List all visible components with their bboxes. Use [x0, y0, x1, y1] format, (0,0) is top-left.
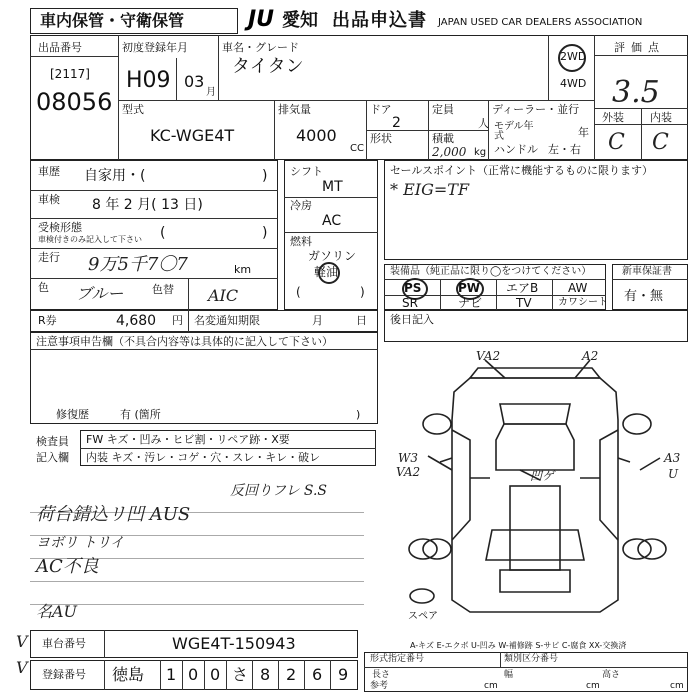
color-change-label: 色替 — [152, 283, 174, 296]
doors-label: ドア — [370, 103, 392, 116]
notes-label: 注意事項申告欄（不具合内容等は具体的に記入して下さい） — [36, 335, 333, 348]
diagram-label-u: U — [668, 467, 679, 481]
reg-char-5: さ — [232, 665, 249, 684]
load-label: 積載 — [432, 132, 454, 145]
warranty-open: ( — [160, 225, 166, 241]
load-unit: kg — [474, 147, 487, 158]
equip-airbag: エアB — [506, 281, 539, 295]
equip-aw: AW — [568, 281, 588, 295]
fuel-label: 燃料 — [290, 235, 312, 248]
first-reg-month-unit: 月 — [206, 87, 216, 98]
rating-label: 評価点 — [614, 41, 665, 54]
history-label: 車歴 — [38, 165, 60, 178]
reg-char-6: 8 — [260, 665, 271, 684]
warranty-label: 受検形態 — [38, 221, 82, 234]
recycle-value: 4,680 — [116, 313, 157, 329]
handle-label: ハンドル — [494, 143, 538, 156]
fuel-alt: 軽油 — [314, 265, 339, 279]
first-reg-year: H09 — [126, 68, 171, 93]
first-reg-label: 初度登録年月 — [122, 41, 188, 54]
registration-label: 登録番号 — [42, 668, 86, 681]
recycle-unit: 円 — [172, 314, 183, 327]
recycle-label: R券 — [38, 314, 57, 327]
first-reg-month: 03 — [184, 72, 205, 91]
lot-bracket-number: [2117] — [50, 67, 90, 81]
height-unit: cm — [670, 681, 684, 691]
reg-char-2: 1 — [166, 665, 177, 684]
name-change-day: 日 — [356, 314, 367, 327]
equip-pw: PW — [458, 281, 481, 295]
load-value: 2,000 — [432, 145, 467, 159]
car-name-label: 車名・グレード — [222, 41, 299, 54]
reg-char-7: 2 — [286, 665, 297, 684]
reg-char-9: 9 — [338, 665, 349, 684]
repair-value: 有 (箇所 — [120, 408, 161, 421]
diagram-label-va2-side: VA2 — [396, 465, 421, 479]
dealer-label: ディーラー・並行 — [492, 103, 580, 116]
model-year-label: モデル年式 — [494, 121, 534, 142]
chassis-label: 車台番号 — [42, 637, 86, 650]
displacement-unit: CC — [350, 143, 364, 154]
association-name: JAPAN USED CAR DEALERS ASSOCIATION — [438, 17, 643, 28]
color-label: 色 — [38, 281, 49, 294]
shift-value: MT — [322, 179, 343, 195]
storage-label: 車内保管・守衛保管 — [40, 11, 185, 30]
model-value: KC-WGE4T — [150, 126, 235, 145]
sales-point-label: セールスポイント（正常に機能するものに限ります） — [390, 164, 654, 177]
mileage-value: 9万5千7〇7 — [88, 254, 188, 275]
shaken-value: 8 年 2 月( 13 日) — [92, 197, 203, 213]
handwritten-line-1: 反回りフレ S.S — [230, 483, 328, 499]
form-title: 出品申込書 — [332, 10, 427, 31]
sales-point-value: * EIG=TF — [390, 180, 470, 199]
reg-char-1: 徳島 — [112, 665, 145, 684]
handwritten-line-5: 名AU — [36, 602, 78, 621]
width-unit: cm — [586, 681, 600, 691]
fuel-open: ( — [296, 285, 301, 299]
diagram-label-va2-top: VA2 — [476, 349, 501, 363]
width-label: 幅 — [504, 670, 514, 680]
equip-ps: PS — [404, 281, 422, 295]
height-label: 高さ — [602, 670, 621, 680]
diagram-label-a3: A3 — [664, 451, 681, 465]
ref-label: 参考 — [370, 681, 389, 691]
damage-legend: A-キズ E-エクボ U-凹み W-補修跡 S-サビ C-腐食 XX-交換済 — [410, 641, 627, 650]
handwritten-line-2: 荷台錆込リ凹 AUS — [36, 504, 191, 525]
inspector-row-1: FW キズ・凹み・ヒビ割・リペア跡・X要 — [86, 433, 290, 446]
lot-label: 出品番号 — [38, 41, 82, 54]
warranty-note: 車検付きのみ記入して下さい — [38, 235, 142, 244]
car-name-value: タイタン — [232, 56, 304, 77]
fuel-value: ガソリン — [308, 249, 357, 263]
new-warranty-value: 有・無 — [624, 289, 664, 304]
name-change-month: 月 — [312, 314, 323, 327]
diagram-label-a2: A2 — [582, 349, 599, 363]
color-value: ブルー — [76, 284, 124, 303]
lot-number: 08056 — [36, 88, 113, 116]
length-label: 長さ — [372, 670, 391, 680]
handle-value: 左・右 — [548, 143, 581, 156]
repair-close: ) — [356, 408, 361, 421]
equipment-label: 装備品（純正品に限り◯をつけてください） — [390, 266, 592, 277]
class-no-label: 類別区分番号 — [504, 654, 559, 664]
equip-leather: カワシート — [558, 297, 608, 308]
mileage-unit: km — [234, 263, 252, 276]
length-unit: cm — [484, 681, 498, 691]
ju-logo: JU — [248, 7, 275, 32]
reg-char-4: 0 — [210, 665, 221, 684]
model-label: 型式 — [122, 103, 144, 116]
fuel-close: ) — [360, 285, 365, 299]
after-spec-label: 後日記入 — [390, 313, 434, 326]
shift-label: シフト — [290, 165, 323, 178]
drive-2wd: 2WD — [560, 50, 587, 63]
inspector-row-2: 内装 キズ・汚レ・コゲ・穴・スレ・キレ・破レ — [86, 451, 321, 464]
inspector-label-1: 検査員 — [36, 435, 69, 448]
handwritten-line-3: ヨボリ トリイ — [36, 535, 125, 551]
displacement-label: 排気量 — [278, 103, 311, 116]
spec-no-label: 形式指定番号 — [370, 654, 425, 664]
model-year-unit: 年 — [578, 126, 589, 139]
interior-label: 内装 — [650, 111, 672, 124]
exterior-grade: C — [608, 130, 625, 155]
reg-char-8: 6 — [312, 665, 323, 684]
drive-4wd: 4WD — [560, 77, 587, 90]
new-warranty-label: 新車保証書 — [622, 266, 672, 277]
interior-grade: C — [652, 130, 669, 155]
rating-score: 3.5 — [612, 75, 660, 110]
shaken-label: 車検 — [38, 193, 60, 206]
equip-sr: SR — [402, 296, 418, 310]
exterior-label: 外装 — [602, 111, 624, 124]
displacement-value: 4000 — [296, 126, 337, 145]
warranty-close: ) — [262, 225, 268, 241]
check-mark-2: V — [16, 658, 28, 677]
history-close: ) — [262, 168, 268, 184]
inspector-label-2: 記入欄 — [36, 451, 69, 464]
capacity-unit: 人 — [478, 117, 489, 130]
aircon-value: AC — [322, 213, 342, 229]
shape-label: 形状 — [370, 132, 392, 145]
mileage-label: 走行 — [38, 251, 60, 264]
equip-tv: TV — [516, 296, 532, 310]
logo-prefecture: 愛知 — [282, 10, 318, 31]
reg-char-3: 0 — [188, 665, 199, 684]
capacity-label: 定員 — [432, 103, 454, 116]
doors-value: 2 — [392, 115, 401, 131]
handwritten-line-4: AC不良 — [36, 556, 99, 577]
check-mark-1: V — [16, 632, 28, 651]
spare-label: スペア — [408, 611, 438, 622]
color-change-value: AIC — [208, 286, 239, 305]
repair-label: 修復歴 — [56, 408, 89, 421]
name-change-label: 名変通知期限 — [194, 314, 260, 327]
history-value: 自家用・( — [84, 168, 146, 184]
aircon-label: 冷房 — [290, 199, 312, 212]
equip-navi: ナビ — [458, 296, 483, 310]
chassis-value: WGE4T-150943 — [172, 634, 296, 653]
diagram-label-dent: 凹ゲ — [530, 469, 555, 483]
diagram-label-w3: W3 — [398, 451, 418, 465]
